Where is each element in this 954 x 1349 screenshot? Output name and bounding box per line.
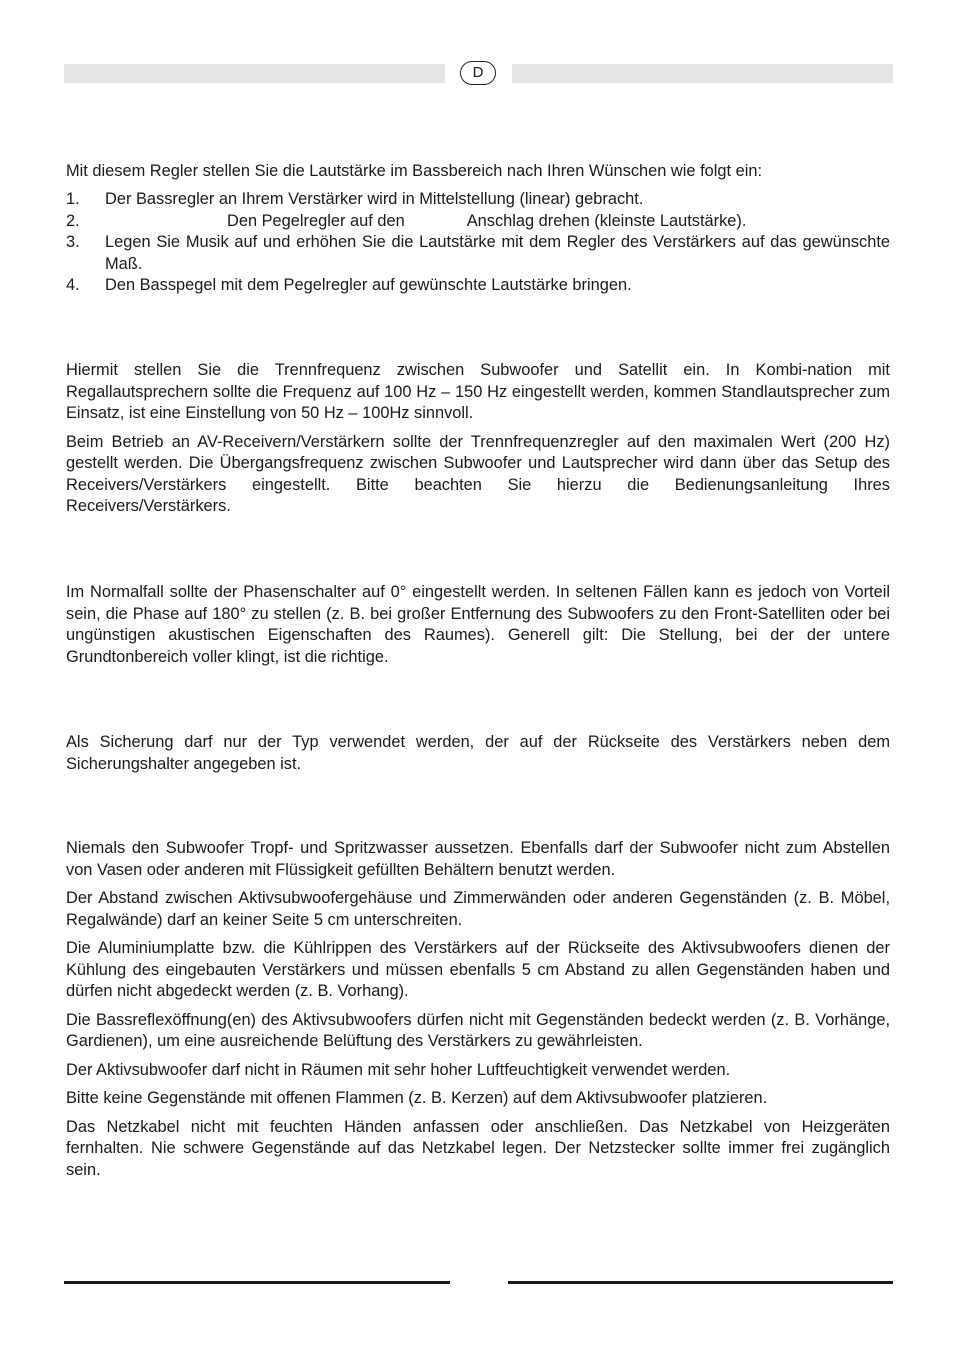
list-item (66, 211, 890, 233)
paragraph: Beim Betrieb an AV-Receivern/Verstärkern sollte der Trennfrequenzregler auf den maximalen Wert (200 Hz) gestellt werden. Die Übergangsfrequenz zwischen Subwoofer und Lautsprecher wird dann über das Setup des Receivers/Verstärkers eingestellt. Bitte beachten Sie hierzu die Bedienungsanleitung Ihres Receivers/Verstärkers. (66, 432, 890, 515)
bass-level-steps (66, 189, 890, 297)
list-item-text: Der Bassregler an Ihrem Verstärker wird in Mittelstellung (linear) gebracht. (105, 190, 644, 208)
crossover-section (66, 360, 890, 525)
list-item-number: 2. (66, 211, 80, 230)
paragraph: Die Aluminiumplatte bzw. die Kühlrippen des Verstärkers auf der Rückseite des Aktivsubwoofers dienen der Kühlung des eingebauten Verstärkers und müssen ebenfalls 5 cm Abstand zu allen Gegenständen haben und dürfen nicht abgedeckt werden (z. B. Vorhang). (66, 939, 890, 1000)
paragraph: Das Netzkabel nicht mit feuchten Händen anfassen oder anschließen. Das Netzkabel von Heizgeräten fernhalten. Nie schwere Gegenstände auf das Netzkabel legen. Der Netzstecker sollte immer frei zugänglich sein. (66, 1117, 890, 1179)
safety-section (66, 838, 890, 1188)
list-item-number: 4. (66, 276, 80, 294)
paragraph: Der Abstand zwischen Aktivsubwoofergehäuse und Zimmerwänden oder anderen Gegenständen (z. B. Möbel, Regalwände) darf an keiner Seite 5 cm unterschreiten. (66, 889, 890, 929)
bass-level-intro (66, 161, 890, 190)
footer-rule-left (64, 1281, 450, 1284)
list-item (66, 275, 890, 297)
bass-level-intro-text: Mit diesem Regler stellen Sie die Lautstärke im Bassbereich nach Ihren Wünschen wie folgt ein: (66, 162, 763, 180)
paragraph: Die Bassreflexöffnung(en) des Aktivsubwoofers dürfen nicht mit Gegenständen bedeckt werden (z. B. Vorhänge, Gardienen), um eine ausreichende Belüftung des Verstärkers zu gewährleisten. (66, 1010, 890, 1050)
list-item-text: Den Basspegel mit dem Pegelregler auf gewünschte Lautstärke bringen. (105, 276, 632, 294)
phase-section (66, 582, 890, 675)
list-item-number: 3. (66, 233, 80, 251)
list-item (66, 232, 890, 275)
footer-rule-right (508, 1281, 893, 1284)
paragraph: Hiermit stellen Sie die Trennfrequenz zwischen Subwoofer und Satellit ein. In Kombi-nation mit Regallautsprechern sollte die Frequenz auf 100 Hz – 150 Hz eingestellt werden, kommen Standlautsprecher zum Einsatz, ist eine Einstellung von 50 Hz – 100Hz sinnvoll. (66, 361, 890, 422)
list-item-text: Legen Sie Musik auf und erhöhen Sie die Lautstärke mit dem Regler des Verstärkers auf das gewünschte Maß. (105, 233, 890, 273)
list-item-text: Den Pegelregler auf den (227, 211, 405, 230)
list-item-text: Anschlag drehen (kleinste Lautstärke). (466, 211, 747, 230)
header-bar-left (64, 64, 445, 83)
list-item-number: 1. (66, 190, 80, 208)
paragraph: Im Normalfall sollte der Phasenschalter auf 0° eingestellt werden. In seltenen Fällen kann es jedoch von Vorteil sein, die Phase auf 180° zu stellen (z. B. bei großer Entfernung des Subwoofers zu den Front-Satelliten oder bei ungünstigen akustischen Eigenschaften des Raumes). Generell gilt: Die Stellung, bei der der untere Grundtonbereich voller klingt, ist die richtige. (66, 583, 890, 666)
paragraph: Der Aktivsubwoofer darf nicht in Räumen mit sehr hoher Luftfeuchtigkeit verwendet werden. (66, 1060, 731, 1079)
language-badge: D (460, 61, 496, 85)
paragraph: Als Sicherung darf nur der Typ verwendet werden, der auf der Rückseite des Verstärkers neben dem Sicherungshalter angegeben ist. (66, 733, 890, 773)
fuse-section (66, 732, 890, 782)
header-bar-right (512, 64, 893, 83)
list-item (66, 189, 890, 211)
paragraph: Niemals den Subwoofer Tropf- und Spritzwasser aussetzen. Ebenfalls darf der Subwoofer nicht zum Abstellen von Vasen oder anderen mit Flüssigkeit gefüllten Behältern benutzt werden. (66, 839, 890, 879)
paragraph: Bitte keine Gegenstände mit offenen Flammen (z. B. Kerzen) auf dem Aktivsubwoofer platzieren. (66, 1089, 768, 1107)
